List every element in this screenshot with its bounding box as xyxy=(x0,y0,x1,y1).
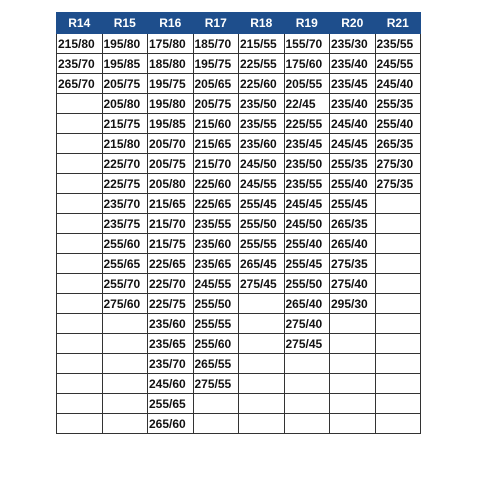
table-row xyxy=(57,54,421,74)
table-cell: 295/30 xyxy=(330,294,376,314)
table-cell xyxy=(239,374,285,394)
table-cell xyxy=(239,334,285,354)
table-cell: 235/50 xyxy=(284,154,330,174)
table-row xyxy=(57,114,421,134)
table-cell: 205/65 xyxy=(193,74,239,94)
column-header-r15: R15 xyxy=(102,13,148,34)
table-cell xyxy=(102,394,148,414)
table-cell xyxy=(330,394,376,414)
table-cell: 245/45 xyxy=(284,194,330,214)
table-cell xyxy=(239,414,285,434)
table-row xyxy=(57,234,421,254)
table-cell xyxy=(239,314,285,334)
table-cell: 235/65 xyxy=(148,334,194,354)
table-cell: 205/75 xyxy=(193,94,239,114)
table-cell xyxy=(57,94,103,114)
table-cell: 235/55 xyxy=(284,174,330,194)
table-cell: 225/60 xyxy=(193,174,239,194)
column-header-r20: R20 xyxy=(330,13,376,34)
table-cell: 195/75 xyxy=(148,74,194,94)
table-cell: 215/65 xyxy=(148,194,194,214)
table-cell xyxy=(375,354,421,374)
table-cell: 255/35 xyxy=(330,154,376,174)
table-cell: 255/40 xyxy=(330,174,376,194)
table-cell xyxy=(375,394,421,414)
table-row xyxy=(57,354,421,374)
table-row xyxy=(57,134,421,154)
table-cell: 265/70 xyxy=(57,74,103,94)
table-cell: 245/55 xyxy=(375,54,421,74)
table-cell: 195/80 xyxy=(102,34,148,54)
table-row xyxy=(57,194,421,214)
table-cell: 235/45 xyxy=(284,134,330,154)
table-cell: 235/50 xyxy=(239,94,285,114)
table-cell: 245/50 xyxy=(239,154,285,174)
table-cell: 195/85 xyxy=(102,54,148,74)
table-row xyxy=(57,314,421,334)
table-cell: 255/60 xyxy=(102,234,148,254)
table-cell: 275/55 xyxy=(193,374,239,394)
table-cell xyxy=(375,214,421,234)
table-cell: 275/40 xyxy=(284,314,330,334)
table-cell: 255/55 xyxy=(239,234,285,254)
table-cell xyxy=(57,134,103,154)
table-cell: 235/30 xyxy=(330,34,376,54)
table-row xyxy=(57,74,421,94)
table-cell: 255/55 xyxy=(193,314,239,334)
table-cell xyxy=(57,154,103,174)
header-row xyxy=(57,13,421,34)
table-header xyxy=(57,13,421,34)
table-cell: 225/75 xyxy=(102,174,148,194)
table-cell: 225/55 xyxy=(239,54,285,74)
table-cell: 265/40 xyxy=(284,294,330,314)
table-cell: 225/70 xyxy=(102,154,148,174)
table-cell: 235/55 xyxy=(193,214,239,234)
table-cell: 225/75 xyxy=(148,294,194,314)
table-cell: 265/35 xyxy=(330,214,376,234)
table-cell: 245/50 xyxy=(284,214,330,234)
table-cell xyxy=(57,394,103,414)
table-cell: 205/80 xyxy=(148,174,194,194)
table-cell: 215/80 xyxy=(102,134,148,154)
table-cell: 205/70 xyxy=(148,134,194,154)
table-cell: 235/60 xyxy=(148,314,194,334)
table-cell xyxy=(330,314,376,334)
table-cell: 275/40 xyxy=(330,274,376,294)
table-cell xyxy=(102,334,148,354)
table-cell: 235/60 xyxy=(239,134,285,154)
table-cell: 215/80 xyxy=(57,34,103,54)
table-cell xyxy=(57,174,103,194)
table-cell xyxy=(57,314,103,334)
table-cell: 225/55 xyxy=(284,114,330,134)
table-cell: 245/55 xyxy=(239,174,285,194)
table-cell xyxy=(57,114,103,134)
table-cell: 235/55 xyxy=(239,114,285,134)
table-row xyxy=(57,374,421,394)
table-cell: 275/30 xyxy=(375,154,421,174)
table-cell: 235/75 xyxy=(102,214,148,234)
table-cell: 235/60 xyxy=(193,234,239,254)
table-cell: 255/65 xyxy=(102,254,148,274)
table-cell xyxy=(375,234,421,254)
table-cell xyxy=(330,354,376,374)
table-cell: 255/40 xyxy=(284,234,330,254)
table-cell: 245/60 xyxy=(148,374,194,394)
table-cell xyxy=(330,374,376,394)
table-row xyxy=(57,94,421,114)
table-cell: 245/55 xyxy=(193,274,239,294)
table-cell: 215/65 xyxy=(193,134,239,154)
table-cell xyxy=(375,294,421,314)
table-cell xyxy=(102,354,148,374)
table-cell: 265/60 xyxy=(148,414,194,434)
table-cell xyxy=(193,394,239,414)
table-cell xyxy=(57,354,103,374)
table-row xyxy=(57,174,421,194)
table-cell xyxy=(57,214,103,234)
table-cell xyxy=(375,254,421,274)
table-cell: 255/50 xyxy=(239,214,285,234)
table-cell: 205/75 xyxy=(102,74,148,94)
table-row xyxy=(57,214,421,234)
table-cell xyxy=(375,194,421,214)
table-cell xyxy=(57,254,103,274)
table-cell: 235/65 xyxy=(193,254,239,274)
table-cell xyxy=(239,294,285,314)
table-cell xyxy=(102,374,148,394)
column-header-r16: R16 xyxy=(148,13,194,34)
table-cell: 225/65 xyxy=(148,254,194,274)
table-cell: 205/55 xyxy=(284,74,330,94)
table-cell: 275/35 xyxy=(330,254,376,274)
table-cell: 255/45 xyxy=(239,194,285,214)
table-cell: 275/45 xyxy=(239,274,285,294)
table-cell: 215/75 xyxy=(102,114,148,134)
table-cell: 275/60 xyxy=(102,294,148,314)
column-header-r19: R19 xyxy=(284,13,330,34)
table-cell: 175/60 xyxy=(284,54,330,74)
table-cell xyxy=(239,354,285,374)
table-cell: 215/60 xyxy=(193,114,239,134)
table-cell: 235/40 xyxy=(330,94,376,114)
table-cell xyxy=(284,354,330,374)
table-cell: 215/70 xyxy=(148,214,194,234)
table-row xyxy=(57,294,421,314)
table-cell: 255/35 xyxy=(375,94,421,114)
table-cell xyxy=(57,374,103,394)
table-cell: 185/70 xyxy=(193,34,239,54)
table-cell: 265/45 xyxy=(239,254,285,274)
table-cell xyxy=(375,414,421,434)
table-cell: 235/70 xyxy=(148,354,194,374)
table-row xyxy=(57,274,421,294)
table-cell: 155/70 xyxy=(284,34,330,54)
table-cell: 235/40 xyxy=(330,54,376,74)
table-cell: 275/35 xyxy=(375,174,421,194)
table-cell xyxy=(330,414,376,434)
table-cell xyxy=(375,274,421,294)
table-body xyxy=(57,34,421,434)
table-cell: 255/70 xyxy=(102,274,148,294)
table-cell xyxy=(57,294,103,314)
table-cell: 195/75 xyxy=(193,54,239,74)
table-cell: 235/70 xyxy=(102,194,148,214)
table-cell xyxy=(284,414,330,434)
table-cell: 255/45 xyxy=(284,254,330,274)
table-cell: 205/80 xyxy=(102,94,148,114)
table-cell: 255/40 xyxy=(375,114,421,134)
table-cell xyxy=(102,414,148,434)
table-cell xyxy=(57,414,103,434)
table-cell xyxy=(57,274,103,294)
table-cell xyxy=(284,374,330,394)
table-cell: 205/75 xyxy=(148,154,194,174)
table-cell: 255/45 xyxy=(330,194,376,214)
table-cell: 245/45 xyxy=(330,134,376,154)
table-cell: 215/75 xyxy=(148,234,194,254)
tire-size-table xyxy=(56,12,421,434)
table-cell: 235/70 xyxy=(57,54,103,74)
table-cell: 195/80 xyxy=(148,94,194,114)
table-cell: 225/65 xyxy=(193,194,239,214)
table-cell: 185/80 xyxy=(148,54,194,74)
table-cell xyxy=(57,234,103,254)
table-cell xyxy=(193,414,239,434)
table-row xyxy=(57,394,421,414)
table-cell: 245/40 xyxy=(375,74,421,94)
table-cell: 175/80 xyxy=(148,34,194,54)
table-row xyxy=(57,34,421,54)
column-header-r21: R21 xyxy=(375,13,421,34)
table-cell xyxy=(239,394,285,414)
table-cell: 235/55 xyxy=(375,34,421,54)
table-row xyxy=(57,414,421,434)
table-cell: 215/55 xyxy=(239,34,285,54)
table-cell: 255/50 xyxy=(193,294,239,314)
table-row xyxy=(57,254,421,274)
table-cell: 245/40 xyxy=(330,114,376,134)
table-cell: 255/60 xyxy=(193,334,239,354)
table-cell: 265/40 xyxy=(330,234,376,254)
table-cell xyxy=(375,314,421,334)
table-cell: 265/35 xyxy=(375,134,421,154)
table-cell xyxy=(284,394,330,414)
table-cell xyxy=(102,314,148,334)
column-header-r14: R14 xyxy=(57,13,103,34)
table-cell xyxy=(57,334,103,354)
table-cell xyxy=(375,334,421,354)
table-row xyxy=(57,154,421,174)
table-cell: 225/70 xyxy=(148,274,194,294)
table-cell: 215/70 xyxy=(193,154,239,174)
table-cell: 255/50 xyxy=(284,274,330,294)
table-cell: 265/55 xyxy=(193,354,239,374)
table-cell: 195/85 xyxy=(148,114,194,134)
table-cell: 22/45 xyxy=(284,94,330,114)
table-cell xyxy=(57,194,103,214)
column-header-r17: R17 xyxy=(193,13,239,34)
table-cell xyxy=(330,334,376,354)
table-cell xyxy=(375,374,421,394)
table-row xyxy=(57,334,421,354)
table-cell: 225/60 xyxy=(239,74,285,94)
column-header-r18: R18 xyxy=(239,13,285,34)
table-cell: 275/45 xyxy=(284,334,330,354)
table-cell: 235/45 xyxy=(330,74,376,94)
table-cell: 255/65 xyxy=(148,394,194,414)
